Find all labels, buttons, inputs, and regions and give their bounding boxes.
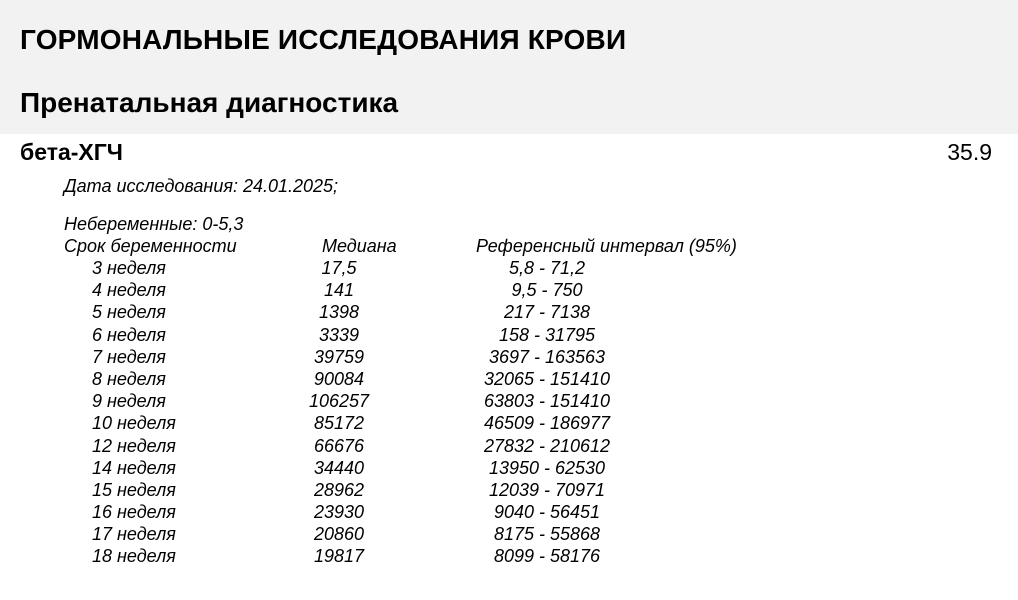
row-term: 6 неделя bbox=[92, 324, 166, 345]
reference-table bbox=[0, 258, 1018, 569]
table-row bbox=[0, 524, 1018, 546]
row-reference: 9,5 - 750 bbox=[511, 280, 583, 301]
row-median: 141 bbox=[323, 280, 355, 301]
table-row bbox=[0, 302, 1018, 324]
test-value: 35.9 bbox=[947, 139, 992, 165]
row-term: 9 неделя bbox=[92, 391, 166, 412]
section-title: ГОРМОНАЛЬНЫЕ ИССЛЕДОВАНИЯ КРОВИ bbox=[20, 24, 627, 55]
row-median: 66676 bbox=[313, 435, 365, 456]
row-median: 3339 bbox=[318, 324, 360, 345]
study-date: Дата исследования: 24.01.2025; bbox=[64, 176, 339, 196]
row-median: 17,5 bbox=[321, 258, 357, 278]
table-row bbox=[0, 413, 1018, 435]
row-reference: 32065 - 151410 bbox=[483, 368, 611, 389]
row-term: 17 неделя bbox=[92, 524, 176, 545]
row-median: 106257 bbox=[308, 391, 370, 412]
column-header-median: Медиана bbox=[322, 236, 397, 256]
row-median: 34440 bbox=[313, 457, 365, 478]
row-reference: 8175 - 55868 bbox=[493, 524, 601, 545]
row-median: 90084 bbox=[313, 368, 365, 389]
table-row bbox=[0, 502, 1018, 524]
table-row bbox=[0, 369, 1018, 391]
row-median: 85172 bbox=[313, 413, 365, 434]
table-row bbox=[0, 258, 1018, 280]
row-reference: 158 - 31795 bbox=[498, 324, 596, 345]
table-row bbox=[0, 280, 1018, 302]
row-reference: 27832 - 210612 bbox=[483, 435, 611, 456]
row-reference: 217 - 7138 bbox=[503, 302, 591, 323]
test-name: бета-ХГЧ bbox=[20, 139, 123, 165]
column-header-reference: Референсный интервал (95%) bbox=[476, 236, 737, 256]
row-median: 23930 bbox=[313, 502, 365, 523]
table-row bbox=[0, 480, 1018, 502]
column-header-term: Срок беременности bbox=[64, 236, 237, 256]
row-reference: 5,8 - 71,2 bbox=[508, 258, 586, 278]
row-reference: 3697 - 163563 bbox=[488, 346, 606, 367]
row-median: 1398 bbox=[318, 302, 360, 323]
row-term: 16 неделя bbox=[92, 502, 176, 523]
row-term: 7 неделя bbox=[92, 346, 166, 367]
row-term: 15 неделя bbox=[92, 479, 176, 500]
row-term: 12 неделя bbox=[92, 435, 176, 456]
table-row bbox=[0, 325, 1018, 347]
row-term: 5 неделя bbox=[92, 302, 166, 323]
row-reference: 63803 - 151410 bbox=[483, 391, 611, 412]
row-reference: 46509 - 186977 bbox=[483, 413, 611, 434]
row-term: 14 неделя bbox=[92, 457, 176, 478]
table-row bbox=[0, 458, 1018, 480]
nonpregnant-reference: Небеременные: 0-5,3 bbox=[64, 214, 244, 234]
table-row bbox=[0, 436, 1018, 458]
row-term: 4 неделя bbox=[92, 280, 166, 301]
table-row bbox=[0, 391, 1018, 413]
row-term: 8 неделя bbox=[92, 368, 166, 389]
row-reference: 8099 - 58176 bbox=[493, 546, 601, 567]
row-median: 28962 bbox=[313, 479, 365, 500]
table-row bbox=[0, 546, 1018, 568]
row-median: 20860 bbox=[313, 524, 365, 545]
row-median: 39759 bbox=[313, 346, 365, 367]
table-row bbox=[0, 347, 1018, 369]
row-reference: 13950 - 62530 bbox=[488, 457, 606, 478]
row-reference: 12039 - 70971 bbox=[488, 479, 606, 500]
row-term: 10 неделя bbox=[92, 413, 176, 434]
row-term: 3 неделя bbox=[92, 258, 166, 278]
row-reference: 9040 - 56451 bbox=[493, 502, 601, 523]
subsection-title: Пренатальная диагностика bbox=[20, 87, 399, 118]
row-term: 18 неделя bbox=[92, 546, 176, 567]
row-median: 19817 bbox=[313, 546, 365, 567]
